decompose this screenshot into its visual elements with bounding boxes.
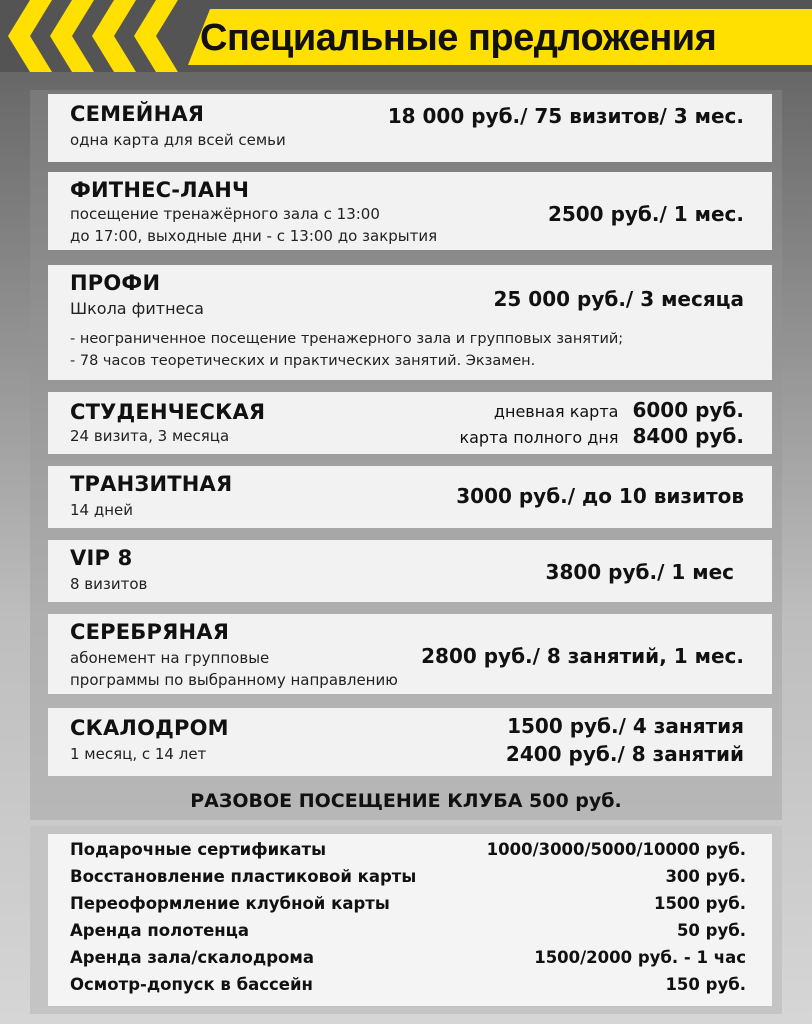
offer-subtitle: 1 месяц, с 14 лет [70,745,207,763]
service-label: Осмотр-допуск в бассейн [70,975,313,994]
offer-price: 18 000 руб./ 75 визитов/ 3 мес. [387,104,744,128]
offer-subtitle-line: посещение тренажёрного зала с 13:00 [70,205,380,223]
offer-bullet: - неограниченное посещение тренажерного зала и групповых занятий; [70,331,624,347]
offer-price: 2800 руб./ 8 занятий, 1 мес. [421,644,744,668]
service-row [70,894,746,920]
offer-name: VIP 8 [70,546,133,570]
offer-subtitle: 24 визита, 3 месяца [70,427,230,445]
offer-name: ФИТНЕС-ЛАНЧ [70,178,250,202]
offer-price: 3800 руб./ 1 мес [545,560,734,584]
service-label: Восстановление пластиковой карты [70,867,417,886]
offer-price: 2400 руб./ 8 занятий [505,742,744,766]
offer-card-profi [48,265,772,380]
service-row [70,840,746,866]
option-label: дневная карта [493,402,619,421]
offer-subtitle: 14 дней [70,501,134,519]
service-row [70,921,746,947]
service-label: Аренда полотенца [70,921,250,940]
offer-price: 2500 руб./ 1 мес. [547,202,744,226]
offer-subtitle: одна карта для всей семьи [70,131,286,149]
offer-option-day [494,398,744,422]
offer-name: СЕРЕБРЯНАЯ [70,620,230,644]
option-price: 8400 руб. [632,424,744,448]
offer-card-vip8 [48,540,772,602]
offer-subtitle: 8 визитов [70,575,148,593]
option-price: 6000 руб. [632,398,744,422]
offer-bullet: - 78 часов теоретических и практических занятий. Экзамен. [70,353,536,369]
service-label: Переоформление клубной карты [70,894,390,913]
offer-name: СЕМЕЙНАЯ [70,102,205,126]
offer-card-silver [48,614,772,694]
offer-name: СТУДЕНЧЕСКАЯ [70,400,266,424]
offer-subtitle-line: программы по выбранному направлению [70,671,398,689]
offer-price: 3000 руб./ до 10 визитов [456,484,744,508]
offer-option-full-day [459,424,744,448]
offer-card-family [48,94,772,162]
service-row [70,948,746,974]
service-price: 1500 руб. [653,894,746,913]
offer-subtitle-line: абонемент на групповые [70,649,270,667]
service-row [70,867,746,893]
single-visit-price: РАЗОВОЕ ПОСЕЩЕНИЕ КЛУБА 500 руб. [190,790,622,812]
offer-name: ПРОФИ [70,271,161,295]
offer-price: 25 000 руб./ 3 месяца [493,287,744,311]
offer-price: 1500 руб./ 4 занятия [507,714,744,738]
service-label: Аренда зала/скалодрома [70,948,314,967]
offer-name: СКАЛОДРОМ [70,716,229,740]
offer-card-transit [48,466,772,528]
service-label: Подарочные сертификаты [70,840,326,859]
offer-subtitle-line: до 17:00, выходные дни - с 13:00 до закрытия [70,227,438,245]
offer-card-fitness-lunch [48,172,772,250]
chevron-stripes-icon [0,0,200,72]
option-label: карта полного дня [459,428,619,447]
offer-name: ТРАНЗИТНАЯ [70,472,233,496]
service-price: 1000/3000/5000/10000 руб. [486,840,746,859]
offer-card-student [48,392,772,454]
service-price: 1500/2000 руб. - 1 час [534,948,746,967]
service-price: 150 руб. [665,975,746,994]
service-row [70,975,746,1001]
service-price: 300 руб. [665,867,746,886]
offer-subtitle: Школа фитнеса [70,299,204,318]
service-price: 50 руб. [676,921,746,940]
offer-card-climbing-wall [48,708,772,776]
page-title: Специальные предложения [200,17,717,59]
